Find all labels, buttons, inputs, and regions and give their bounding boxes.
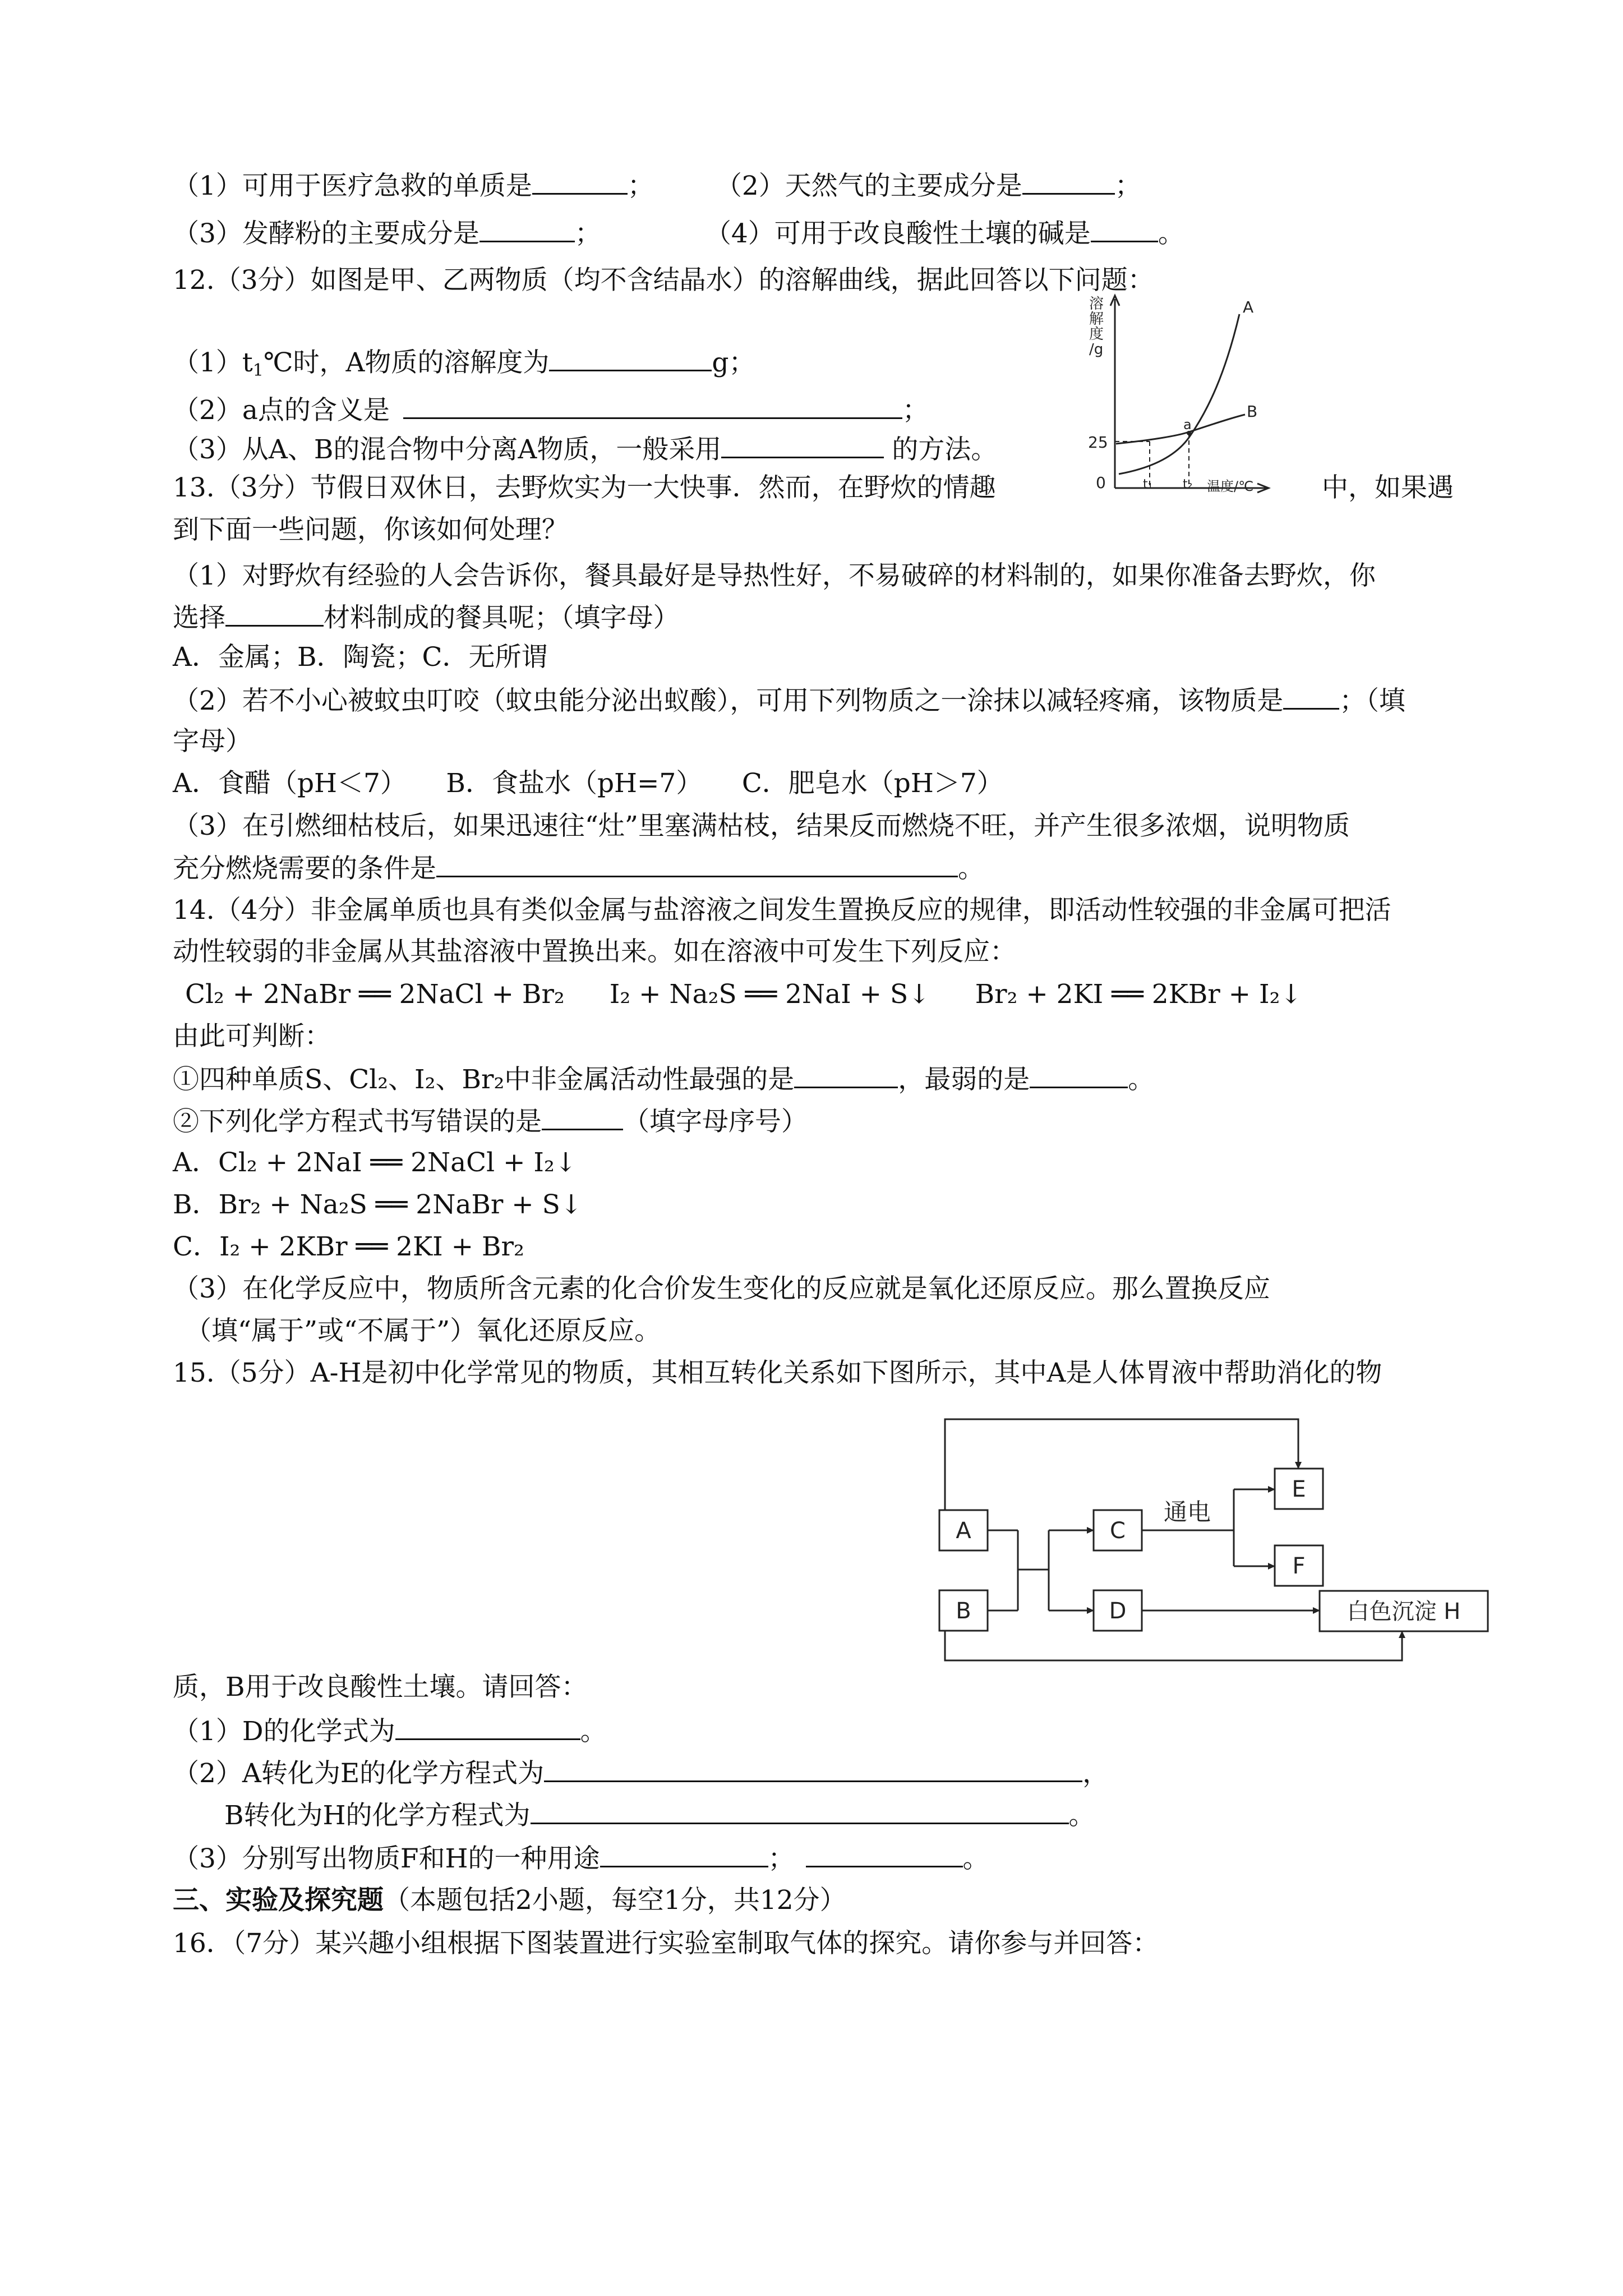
x-tick-t1: t₁ [1143, 477, 1153, 491]
q11-part1: （1）可用于医疗急救的单质是 [173, 171, 532, 201]
q11-line2: （3）发酵粉的主要成分是 ； （4）可用于改良酸性土壤的碱是 。 [173, 216, 1184, 251]
answer-blank[interactable] [721, 432, 884, 458]
answer-blank[interactable] [403, 393, 902, 419]
section-3-heading [173, 1884, 846, 1917]
q13-part1-a: （1）对野炊有经验的人会告诉你，餐具最好是导热性好，不易破碎的材料制的，如果你准备去野炊，你 [173, 560, 1376, 591]
q12-part1: $(1)t_1℃$时，A物质的溶解度为 g； [173, 345, 755, 380]
equation-2: I₂ + Na₂S ══ 2NaI + S↓ [609, 979, 930, 1010]
section-3-note: （本题包括2小题，每空1分，共12分） [384, 1885, 846, 1916]
equation-3: Br₂ + 2KI ══ 2KBr + I₂↓ [975, 979, 1302, 1010]
q14-part2: ②下列化学方程式书写错误的是 （填字母序号） [173, 1104, 808, 1139]
q14-option-b: B．Br₂ + Na₂S ══ 2NaBr + S↓ [173, 1189, 583, 1220]
answer-blank[interactable] [794, 1062, 898, 1088]
q12-stem: 12.（3分）如图是甲、乙两物质（均不含结晶水）的溶解曲线，据此回答以下问题： [173, 265, 1154, 296]
q14-option-c: C．I₂ + 2KBr ══ 2KI + Br₂ [173, 1231, 524, 1262]
q14-judge: 由此可判断： [173, 1021, 331, 1052]
node-H-label: 白色沉淀 H [1347, 1599, 1461, 1625]
q13-part2-a: （2）若不小心被蚊虫叮咬（蚊虫能分泌出蚁酸），可用下列物质之一涂抹以减轻疼痛，该物质是 ；（填 [173, 683, 1405, 718]
solubility-curve-chart [1077, 289, 1279, 496]
equation-1: Cl₂ + 2NaBr ══ 2NaCl + Br₂ [185, 979, 565, 1010]
q15-part4: （3）分别写出物质F和H的一种用途 ； 。 [173, 1841, 989, 1876]
q11-part3: （3）发酵粉的主要成分是 [173, 218, 479, 249]
answer-blank[interactable] [1283, 683, 1339, 710]
answer-blank[interactable] [1022, 168, 1115, 195]
q13-part2-options: A．食醋（pH＜7） B．食盐水（pH=7） C．肥皂水（pH＞7） [173, 768, 1003, 799]
q13-part2-c: 字母） [173, 726, 252, 757]
curve-A [1119, 314, 1239, 474]
node-B-label: B [956, 1598, 971, 1624]
curve-A-label: A [1243, 298, 1254, 316]
q15-part2: （2）A转化为E的化学方程式为 ， [173, 1756, 1109, 1791]
q16-stem: 16．（7分）某兴趣小组根据下图装置进行实验室制取气体的探究。请你参与并回答： [173, 1928, 1159, 1959]
answer-blank[interactable] [531, 1798, 1069, 1824]
q14-stem-b: 动性较弱的非金属从其盐溶液中置换出来。如在溶液中可发生下列反应： [173, 936, 1016, 967]
origin-label: 0 [1096, 473, 1106, 492]
q15-stem-b: 质，B用于改良酸性土壤。请回答： [173, 1672, 588, 1703]
node-F-label: F [1292, 1553, 1306, 1579]
q13-stem-c: 到下面一些问题，你该如何处理？ [173, 514, 568, 545]
node-C-label: C [1110, 1518, 1126, 1544]
svg-text:度: 度 [1089, 326, 1104, 343]
node-E-label: E [1292, 1476, 1306, 1502]
svg-text:解: 解 [1089, 311, 1104, 328]
curve-B-label: B [1247, 402, 1258, 421]
point-a-label: a [1183, 417, 1192, 432]
svg-text:/g: /g [1089, 341, 1104, 358]
q15-part1: （1）D的化学式为 。 [173, 1714, 607, 1749]
q12-part2: （2）a点的含义是 ； [173, 393, 929, 427]
node-A-label: A [956, 1518, 971, 1544]
answer-blank[interactable] [1091, 216, 1158, 242]
answer-blank[interactable] [806, 1841, 963, 1867]
q14-option-a: A．Cl₂ + 2NaI ══ 2NaCl + I₂↓ [173, 1147, 577, 1178]
q11-part2: （2）天然气的主要成分是 [715, 171, 1022, 201]
answer-blank[interactable] [395, 1714, 580, 1740]
q13-stem-b: 中，如果遇 [1322, 472, 1454, 503]
q14-stem-a: 14.（4分）非金属单质也具有类似金属与盐溶液之间发生置换反应的规律，即活动性较强的非金属可把活 [173, 895, 1391, 926]
q13-part3-a: （3）在引燃细枯枝后，如果迅速往“灶”里塞满枯枝，结果反而燃烧不旺，并产生很多浓烟，说明物质 [173, 811, 1350, 841]
q15-stem-a: 15.（5分）A-H是初中化学常见的物质，其相互转化关系如下图所示，其中A是人体胃液中帮助消化的物 [173, 1358, 1382, 1388]
q11-line1: （1）可用于医疗急救的单质是 ； （2）天然气的主要成分是 ； [173, 168, 1141, 203]
q12-part3: （3）从A、B的混合物中分离A物质，一般采用 的方法。 [173, 432, 997, 467]
answer-blank[interactable] [479, 216, 575, 242]
node-D-label: D [1109, 1598, 1127, 1624]
answer-blank[interactable] [532, 168, 628, 195]
x-tick-t2: t₂ [1183, 477, 1193, 491]
q14-part1: ①四种单质S、Cl₂、I₂、Br₂中非金属活动性最强的是 ，最弱的是 。 [173, 1062, 1154, 1097]
y-tick-25: 25 [1088, 433, 1108, 452]
answer-blank[interactable] [544, 1756, 1082, 1782]
electrolysis-label: 通电 [1163, 1498, 1211, 1526]
curve-B [1116, 415, 1245, 444]
conversion-diagram [928, 1414, 1495, 1677]
section-3-title: 三、实验及探究题 [173, 1885, 384, 1916]
q13-part1-options: A．金属；B．陶瓷；C．无所谓 [173, 642, 548, 673]
answer-blank[interactable] [225, 600, 324, 627]
answer-blank[interactable] [600, 1841, 768, 1867]
q14-equations [185, 978, 1302, 1011]
answer-blank[interactable] [1030, 1062, 1128, 1088]
y-label-1: 溶 [1089, 296, 1104, 312]
q15-part3: B转化为H的化学方程式为 。 [224, 1798, 1095, 1833]
q13-stem-a: 13.（3分）节假日双休日，去野炊实为一大快事．然而，在野炊的情趣 [173, 472, 996, 503]
q14-part3-a: （3）在化学反应中，物质所含元素的化合价发生变化的反应就是氧化还原反应。那么置换反应 [173, 1273, 1270, 1304]
answer-blank[interactable] [436, 851, 958, 877]
q11-part4: （4）可用于改良酸性土壤的碱是 [704, 218, 1091, 249]
q13-part3-b: 充分燃烧需要的条件是 。 [173, 851, 984, 886]
answer-blank[interactable] [549, 345, 712, 371]
q13-part1-b: 选择 材料制成的餐具呢；（填字母） [173, 600, 680, 635]
q14-part3-b: （填“属于”或“不属于”）氧化还原反应。 [185, 1315, 661, 1346]
answer-blank[interactable] [542, 1104, 623, 1130]
x-axis-label: 温度/℃ [1207, 478, 1254, 494]
